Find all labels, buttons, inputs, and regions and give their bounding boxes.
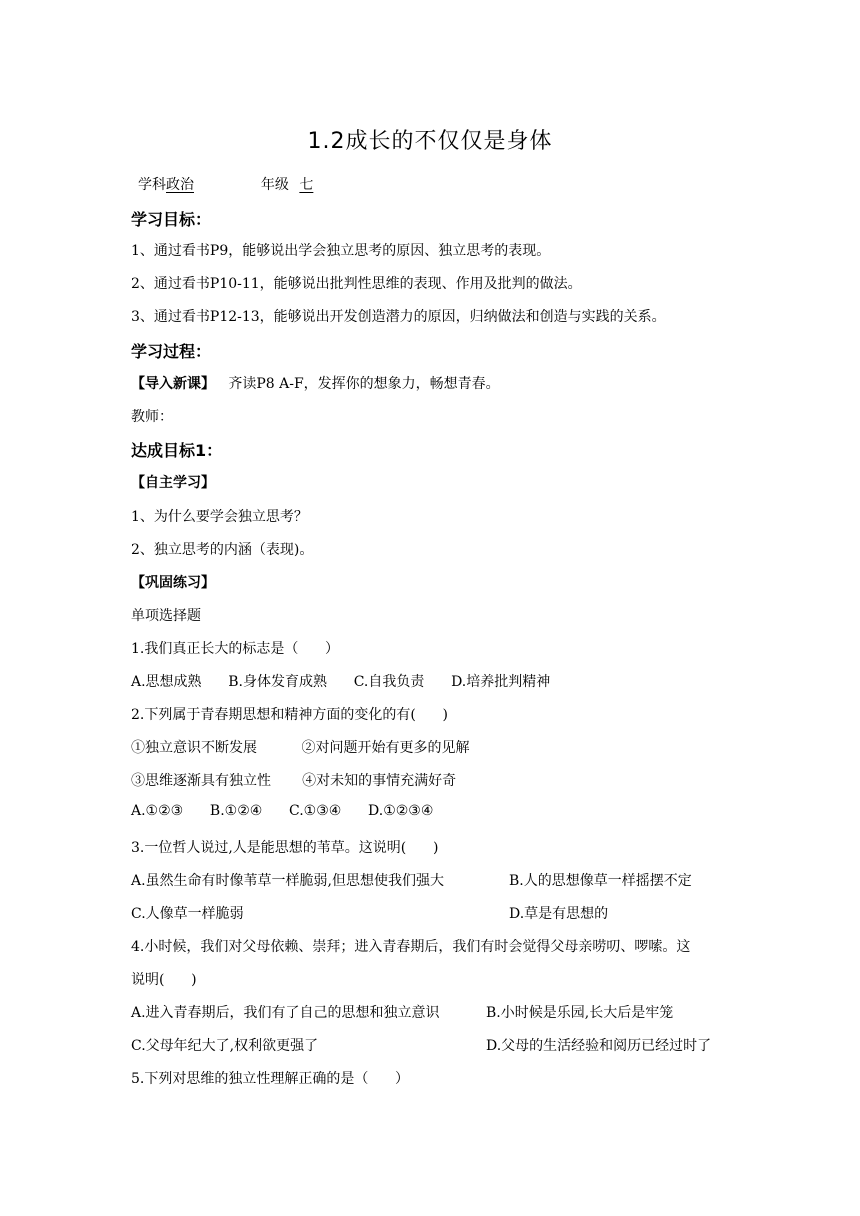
question-2: 2.下列属于青春期思想和精神方面的变化的有( ) bbox=[131, 707, 448, 723]
question-4-option-c: C.父母年纪大了,权利欲更强了 bbox=[131, 1038, 319, 1054]
question-4-line-1: 4.小时候，我们对父母依赖、崇拜；进入青春期后，我们有时会觉得父母亲唠叨、啰嗦。这 bbox=[131, 939, 691, 955]
question-3-option-b: B.人的思想像草一样摇摆不定 bbox=[509, 873, 692, 889]
self-study-tag: 【自主学习】 bbox=[131, 475, 215, 491]
goal-item-1: 1、通过看书P9，能够说出学会独立思考的原因、独立思考的表现。 bbox=[131, 243, 551, 259]
intro-tag: 【导入新课】 bbox=[131, 376, 215, 392]
grade-value: 七 bbox=[299, 177, 314, 193]
self-study-q2: 2、独立思考的内涵（表现)。 bbox=[131, 542, 314, 558]
teacher-line: 教师： bbox=[131, 409, 173, 425]
question-4-option-b: B.小时候是乐园,长大后是牢笼 bbox=[486, 1005, 674, 1021]
practice-tag: 【巩固练习】 bbox=[131, 575, 215, 591]
question-4-option-d: D.父母的生活经验和阅历已经过时了 bbox=[486, 1038, 712, 1054]
target1-heading: 达成目标1： bbox=[131, 441, 223, 460]
subject-value: 政治 bbox=[166, 177, 194, 193]
question-1-options: A.思想成熟 B.身体发育成熟 C.自我负责 D.培养批判精神 bbox=[131, 674, 551, 690]
page-title: 1.2成长的不仅仅是身体 bbox=[307, 129, 553, 154]
grade-label: 年级 bbox=[260, 177, 289, 193]
question-1: 1.我们真正长大的标志是（ ） bbox=[131, 641, 340, 657]
intro-line bbox=[131, 373, 500, 393]
question-3-option-d: D.草是有思想的 bbox=[509, 906, 609, 922]
goal-item-2: 2、通过看书P10-11，能够说出批判性思维的表现、作用及批判的做法。 bbox=[131, 276, 582, 292]
intro-text: 齐读P8 A-F，发挥你的想象力，畅想青春。 bbox=[215, 376, 500, 392]
subject-grade-line bbox=[138, 174, 345, 194]
self-study-q1: 1、为什么要学会独立思考？ bbox=[131, 509, 308, 525]
question-4-line-2: 说明( ) bbox=[131, 972, 197, 988]
question-2-line-1: ①独立意识不断发展 ②对问题开始有更多的见解 bbox=[131, 740, 470, 756]
goal-item-3: 3、通过看书P12-13，能够说出开发创造潜力的原因，归纳做法和创造与实践的关系。 bbox=[131, 309, 666, 325]
question-3-option-c: C.人像草一样脆弱 bbox=[131, 906, 244, 922]
question-3: 3.一位哲人说过,人是能思想的苇草。这说明( ) bbox=[131, 840, 439, 856]
question-5: 5.下列对思维的独立性理解正确的是（ ） bbox=[131, 1071, 410, 1087]
question-4-option-a: A.进入青春期后，我们有了自己的思想和独立意识 bbox=[131, 1005, 440, 1021]
goals-heading: 学习目标： bbox=[131, 210, 212, 229]
question-2-line-2: ③思维逐渐具有独立性 ④对未知的事情充满好奇 bbox=[131, 773, 457, 789]
practice-type: 单项选择题 bbox=[131, 608, 201, 624]
subject-label: 学科 bbox=[138, 177, 166, 193]
process-heading: 学习过程： bbox=[131, 342, 212, 361]
question-2-options: A.①②③ B.①②④ C.①③④ D.①②③④ bbox=[131, 803, 434, 819]
question-3-option-a: A.虽然生命有时像苇草一样脆弱,但思想使我们强大 bbox=[131, 873, 445, 889]
